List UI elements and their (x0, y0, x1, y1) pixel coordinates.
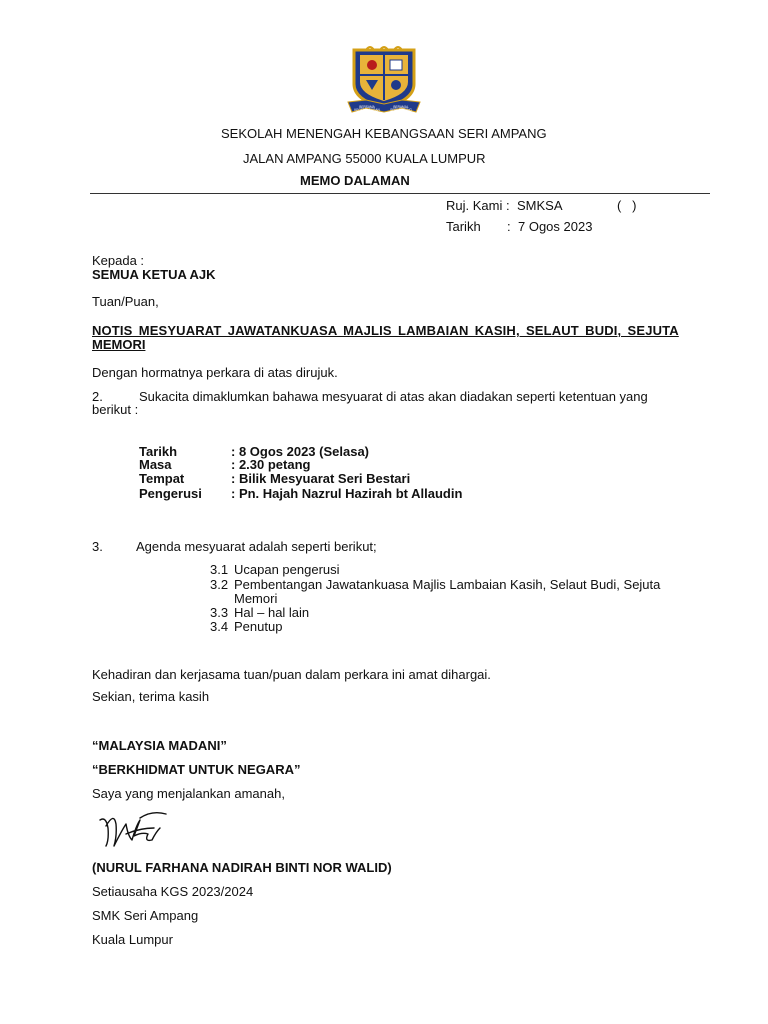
tarikh-label: Tarikh (446, 219, 481, 234)
thanks-text: Sekian, terima kasih (92, 689, 210, 704)
para2-line-1: Sukacita dimaklumkan bahawa mesyuarat di atas akan diadakan seperti ketentuan yang (139, 389, 648, 404)
para2-line-2: berikut : (92, 402, 139, 417)
subject-line-1: NOTIS MESYUARAT JAWATANKUASA MAJLIS LAMBAIAN KASIH, SELAUT BUDI, SEJUTA (92, 323, 679, 338)
agenda-item-text: Pembentangan Jawatankuasa Majlis Lambaian Kasih, Selaut Budi, Sejuta (234, 577, 661, 592)
agenda-item-text: Hal – hal lain (234, 605, 310, 620)
svg-text:SERI AMPANG: SERI AMPANG (390, 108, 412, 112)
signatory-school: SMK Seri Ampang (92, 908, 199, 923)
agenda-item-num: 3.2 (210, 577, 229, 592)
agenda-item-text: Ucapan pengerusi (234, 562, 340, 577)
agenda-number: 3. (92, 539, 103, 554)
school-address: JALAN AMPANG 55000 KUALA LUMPUR (243, 151, 486, 166)
svg-text:KEGEMILANGAN: KEGEMILANGAN (354, 108, 380, 112)
ruj-value: SMKSA (517, 198, 563, 213)
tarikh-sep: : (507, 219, 511, 234)
signatory-city: Kuala Lumpur (92, 932, 173, 947)
school-name: SEKOLAH MENENGAH KEBANGSAAN SERI AMPANG (221, 126, 547, 141)
detail-value-masa: : 2.30 petang (231, 457, 311, 472)
agenda-item-text-continued: Memori (234, 591, 278, 606)
agenda-intro: Agenda mesyuarat adalah seperti berikut; (136, 539, 377, 554)
svg-text:BERAMAL: BERAMAL (393, 105, 409, 109)
detail-label-pengerusi: Pengerusi (139, 486, 202, 501)
header-divider (90, 193, 710, 194)
detail-value-tarikh: : 8 Ogos 2023 (Selasa) (231, 444, 370, 459)
svg-text:BERSAMA: BERSAMA (359, 105, 375, 109)
agenda-item-text: Penutup (234, 619, 283, 634)
handwritten-signature (96, 806, 176, 854)
detail-label-tarikh: Tarikh (139, 444, 178, 459)
detail-value-tempat: : Bilik Mesyuarat Seri Bestari (231, 471, 411, 486)
kepada-label: Kepada : (92, 253, 145, 268)
agenda-item-num: 3.4 (210, 619, 229, 634)
agenda-item-num: 3.3 (210, 605, 229, 620)
signatory-name: (NURUL FARHANA NADIRAH BINTI NOR WALID) (92, 860, 392, 875)
para2-number: 2. (92, 389, 103, 404)
kepada-value: SEMUA KETUA AJK (92, 267, 216, 282)
ruj-brackets: ( ) (617, 198, 637, 213)
signatory-title: Setiausaha KGS 2023/2024 (92, 884, 254, 899)
appreciation-text: Kehadiran dan kerjasama tuan/puan dalam perkara ini amat dihargai. (92, 667, 491, 682)
agenda-item-num: 3.1 (210, 562, 229, 577)
trust-text: Saya yang menjalankan amanah, (92, 786, 285, 801)
detail-label-tempat: Tempat (139, 471, 185, 486)
tarikh-value: 7 Ogos 2023 (518, 219, 593, 234)
detail-value-pengerusi: : Pn. Hajah Nazrul Hazirah bt Allaudin (231, 486, 463, 501)
motto-2: “BERKHIDMAT UNTUK NEGARA” (92, 762, 301, 777)
ruj-label: Ruj. Kami : (446, 198, 510, 213)
subject-line-2: MEMORI (92, 337, 146, 352)
motto-1: “MALAYSIA MADANI” (92, 738, 227, 753)
intro-text: Dengan hormatnya perkara di atas dirujuk. (92, 365, 338, 380)
detail-label-masa: Masa (139, 457, 172, 472)
school-crest-logo (346, 44, 422, 116)
memo-type: MEMO DALAMAN (300, 173, 410, 188)
salutation: Tuan/Puan, (92, 294, 159, 309)
